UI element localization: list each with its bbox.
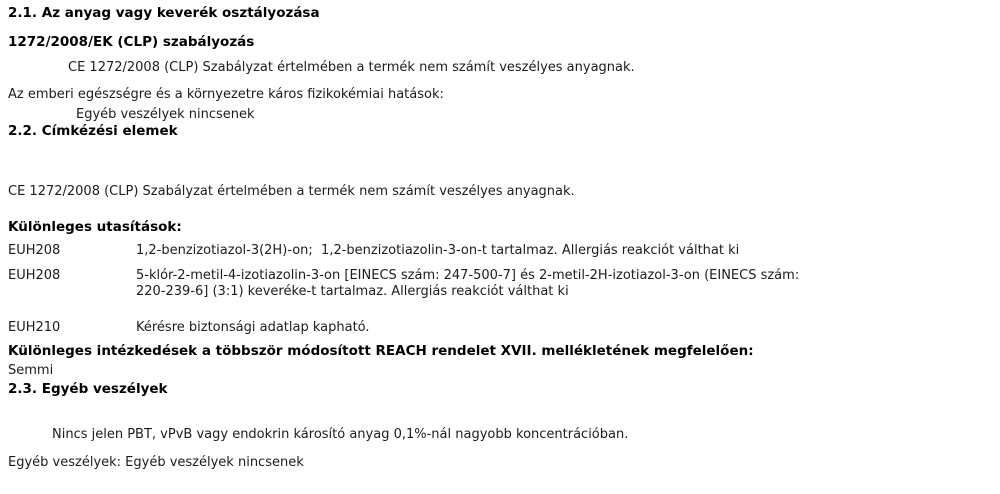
clp-statement-1: CE 1272/2008 (CLP) Szabályzat értelmében a termék nem számít veszélyes anyagnak. xyxy=(68,60,635,75)
section-2-2-heading: 2.2. Címkézési elemek xyxy=(8,123,178,139)
reach-measures-heading: Különleges intézkedések a többször módosított REACH rendelet XVII. mellékletének megfelelően: xyxy=(8,343,754,359)
euh-code: EUH210 xyxy=(8,320,61,335)
pbt-statement: Nincs jelen PBT, vPvB vagy endokrin károsító anyag 0,1%-nál nagyobb koncentrációban. xyxy=(52,427,629,442)
special-instructions-heading: Különleges utasítások: xyxy=(8,219,182,235)
euh-description xyxy=(136,268,799,300)
euh-code: EUH208 xyxy=(8,268,61,283)
euh-description-line: 5-klór-2-metil-4-izotiazolin-3-on [EINECS szám: 247-500-7] és 2-metil-2H-izotiazol-3-on (EINECS szám: xyxy=(136,268,800,283)
other-hazards-statement: Egyéb veszélyek: Egyéb veszélyek nincsenek xyxy=(8,455,304,470)
euh-code: EUH208 xyxy=(8,243,61,258)
section-2-3-heading: 2.3. Egyéb veszélyek xyxy=(8,381,168,397)
euh-row xyxy=(8,320,992,336)
euh-description-line: 220-239-6] (3:1) keveréke-t tartalmaz. Allergiás reakciót válthat ki xyxy=(136,284,569,299)
physico-chemical-label: Az emberi egészségre és a környezetre káros fizikokémiai hatások: xyxy=(8,87,444,102)
euh-description xyxy=(136,320,370,336)
clp-regulation-heading: 1272/2008/EK (CLP) szabályozás xyxy=(8,34,255,50)
physico-chemical-value: Egyéb veszélyek nincsenek xyxy=(76,107,255,122)
euh-description-line: 1,2-benzizotiazol-3(2H)-on; 1,2-benzizotiazolin-3-on-t tartalmaz. Allergiás reakciót válthat ki xyxy=(136,243,740,258)
clp-statement-2: CE 1272/2008 (CLP) Szabályzat értelmében a termék nem számít veszélyes anyagnak. xyxy=(8,184,575,199)
section-2-1-heading: 2.1. Az anyag vagy keverék osztályozása xyxy=(8,5,320,21)
reach-measures-value: Semmi xyxy=(8,363,54,378)
euh-description-line: Kérésre biztonsági adatlap kapható. xyxy=(136,320,370,335)
euh-row xyxy=(8,268,992,300)
euh-row xyxy=(8,243,992,259)
euh-description xyxy=(136,243,739,259)
